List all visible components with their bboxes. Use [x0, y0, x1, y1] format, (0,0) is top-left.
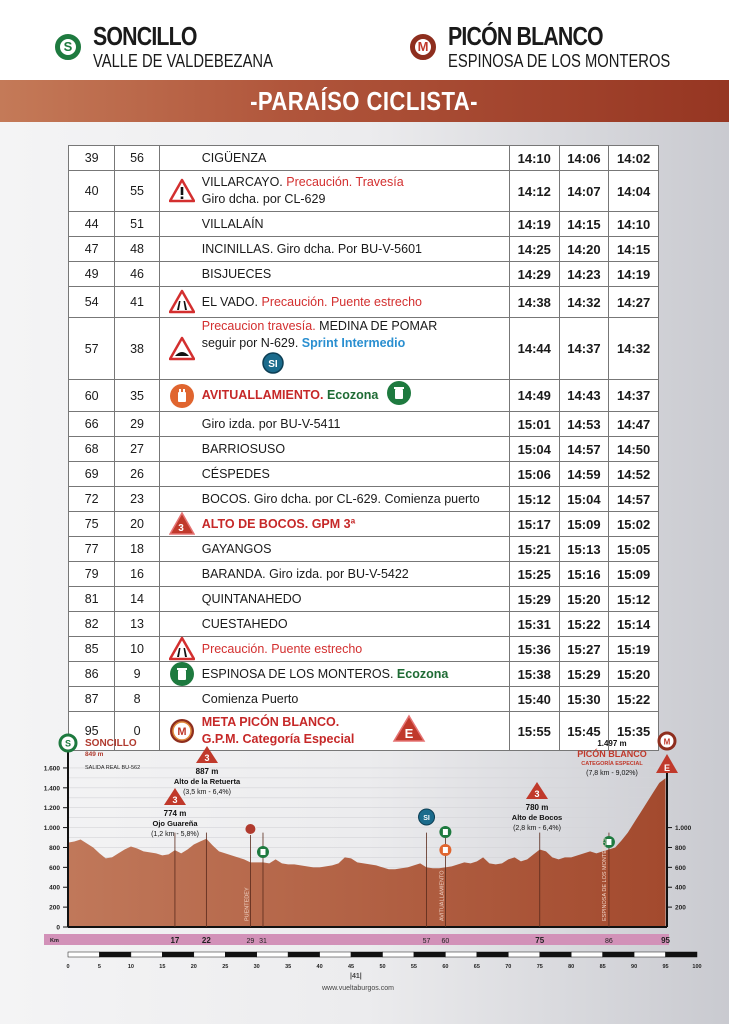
time-cell: 15:06 [509, 462, 559, 487]
description-cell [159, 237, 509, 262]
km-remaining-cell: 0 [115, 712, 159, 751]
description-cell [159, 146, 509, 171]
title-banner [0, 80, 729, 122]
km-cell: 79 [69, 562, 115, 587]
description-text: Ecozona [396, 666, 449, 681]
finish-name: PICÓN BLANCO [577, 749, 647, 759]
time-cell: 14:12 [509, 171, 559, 212]
time-cell: 14:06 [559, 146, 609, 171]
description-text: Giro dcha. por CL-629 [201, 192, 326, 206]
km-cell: 82 [69, 612, 115, 637]
table-row [69, 437, 659, 462]
time-cell: 14:10 [609, 212, 659, 237]
table-row [69, 412, 659, 437]
km-cell: 77 [69, 537, 115, 562]
finish-detail: (7,8 km - 9,02%) [586, 770, 638, 777]
table-row [69, 262, 659, 287]
svg-text:E: E [405, 725, 414, 741]
description-text: Giro izda. por BU-V-5411 [201, 416, 341, 431]
finish-category: CATEGORÍA ESPECIAL [581, 761, 643, 767]
x-tick-label: 40 [316, 964, 323, 970]
finish-cat-letter: E [663, 763, 671, 773]
climb-altitude: 887 m [195, 767, 219, 776]
y-tick-label: 400 [49, 884, 60, 892]
scale-segment [414, 952, 445, 957]
profile-start-name: SONCILLO [85, 738, 137, 749]
table-row [69, 380, 659, 412]
x-tick-label: 65 [473, 964, 480, 970]
y-tick-label: 200 [675, 904, 686, 912]
description-text: Precaución. Travesía [286, 175, 404, 189]
description-text: CUESTAHEDO [201, 616, 288, 631]
km-cell: 47 [69, 237, 115, 262]
warning-icon [169, 178, 195, 204]
scale-segment [194, 952, 225, 957]
time-cell: 14:27 [609, 287, 659, 318]
table-row [69, 171, 659, 212]
climb-cat-label: 3 [534, 789, 540, 799]
time-cell: 15:29 [509, 587, 559, 612]
km-remaining-cell: 38 [115, 318, 159, 380]
table-row [69, 287, 659, 318]
finish-stage [410, 23, 719, 70]
description-text: AVITUALLAMIENTO. [201, 388, 327, 402]
page-number: |41| [350, 973, 362, 980]
finish-badge-icon: M [410, 34, 436, 60]
time-cell: 14:02 [609, 146, 659, 171]
description-text: INCINILLAS. Giro dcha. Por BU-V-5601 [201, 241, 422, 256]
y-tick-label: 1.600 [43, 765, 60, 773]
itinerary-table [68, 145, 659, 751]
description-text: VILLALAÍN [201, 216, 264, 231]
description-cell [159, 437, 509, 462]
description-cell [159, 462, 509, 487]
y-tick-label: 600 [675, 864, 686, 872]
km-label: 60 [441, 938, 450, 945]
description-text: BARRIOSUSO [201, 441, 286, 456]
description-cell [159, 412, 509, 437]
eco-zone-icon [169, 661, 195, 687]
description-text: Ecozona [326, 388, 379, 402]
description-text: VILLARCAYO. [201, 175, 287, 189]
description-text: CIGÜENZA [201, 150, 267, 165]
x-tick-label: 0 [66, 964, 70, 970]
x-tick-label: 50 [379, 964, 386, 970]
time-cell: 14:59 [559, 462, 609, 487]
eco-zone-glyph [260, 849, 265, 855]
scale-segment [508, 952, 539, 957]
x-tick-label: 70 [505, 964, 512, 970]
description-cell [159, 512, 509, 537]
y-tick-label: 800 [49, 844, 60, 852]
km-remaining-cell: 9 [115, 662, 159, 687]
km-cell: 66 [69, 412, 115, 437]
scale-segment [571, 952, 602, 957]
time-cell: 14:04 [609, 171, 659, 212]
x-tick-label: 95 [662, 964, 669, 970]
climb-name: Ojo Guareña [152, 819, 198, 828]
time-cell: 15:12 [509, 487, 559, 512]
km-cell: 49 [69, 262, 115, 287]
narrow-bridge-icon [169, 289, 195, 315]
km-remaining-cell: 8 [115, 687, 159, 712]
description-text: BISJUECES [201, 266, 272, 281]
time-cell: 15:36 [509, 637, 559, 662]
y-tick-label: 0 [56, 924, 60, 932]
time-cell: 15:12 [609, 587, 659, 612]
table-row [69, 662, 659, 687]
time-cell: 14:37 [609, 380, 659, 412]
table-row [69, 318, 659, 380]
scale-segment [540, 952, 571, 957]
svg-text:3: 3 [177, 523, 184, 534]
y-tick-label: 1.400 [43, 785, 60, 793]
time-cell: 14:47 [609, 412, 659, 437]
table-row [69, 612, 659, 637]
km-cell: 44 [69, 212, 115, 237]
narrow-bridge-icon [169, 636, 195, 662]
time-cell: 14:07 [559, 171, 609, 212]
x-tick-label: 30 [253, 964, 260, 970]
scale-segment [445, 952, 476, 957]
description-cell [159, 662, 509, 687]
climb-altitude: 780 m [525, 803, 549, 812]
feed-zone-icon [169, 383, 195, 409]
profile-start-note: SALIDA REAL BU-562 [85, 765, 141, 771]
description-cell [159, 637, 509, 662]
x-tick-label: 100 [692, 964, 702, 970]
km-label: 22 [201, 936, 211, 945]
table-row [69, 146, 659, 171]
scale-segment [225, 952, 256, 957]
time-cell: 15:04 [509, 437, 559, 462]
profile-start-alt: 849 m [85, 751, 104, 758]
km-cell: 69 [69, 462, 115, 487]
description-text: MEDINA DE POMAR [315, 319, 438, 333]
banner-text: -PARAÍSO CICLISTA- [250, 85, 479, 116]
eco-zone-icon [386, 380, 412, 411]
start-badge-letter: S [64, 738, 72, 749]
description-cell [159, 171, 509, 212]
time-cell: 15:20 [559, 587, 609, 612]
elevation-area [68, 778, 666, 927]
y-tick-label: 800 [675, 844, 686, 852]
start-name: SONCILLO [93, 21, 197, 51]
x-tick-label: 45 [347, 964, 355, 970]
table-row [69, 637, 659, 662]
x-tick-label: 90 [631, 964, 638, 970]
y-tick-label: 200 [49, 904, 60, 912]
description-cell [159, 612, 509, 637]
time-cell: 15:09 [559, 512, 609, 537]
km-cell: 54 [69, 287, 115, 318]
km-cell: 60 [69, 380, 115, 412]
km-remaining-cell: 48 [115, 237, 159, 262]
description-cell [159, 318, 509, 380]
x-tick-label: 60 [442, 964, 449, 970]
description-text: Precaucion travesía. [201, 319, 316, 333]
x-tick-label: 55 [410, 964, 418, 970]
km-label: 75 [535, 936, 545, 945]
description-text: Precaución. Puente estrecho [261, 294, 423, 309]
location-pin-icon [245, 824, 256, 835]
time-cell: 15:30 [559, 687, 609, 712]
km-remaining-cell: 55 [115, 171, 159, 212]
km-cell: 57 [69, 318, 115, 380]
time-cell: 15:29 [559, 662, 609, 687]
x-tick-label: 20 [190, 964, 197, 970]
time-cell: 14:37 [559, 318, 609, 380]
km-remaining-cell: 20 [115, 512, 159, 537]
time-cell: 14:52 [609, 462, 659, 487]
scale-segment [131, 952, 162, 957]
description-cell [159, 262, 509, 287]
description-cell [159, 487, 509, 512]
km-cell: 39 [69, 146, 115, 171]
x-tick-label: 75 [536, 964, 543, 970]
time-cell: 14:29 [509, 262, 559, 287]
km-bar [44, 934, 669, 945]
scale-segment [634, 952, 665, 957]
time-cell: 15:45 [559, 712, 609, 751]
time-cell: 15:13 [559, 537, 609, 562]
time-cell: 14:20 [559, 237, 609, 262]
km-label: 29 [246, 938, 255, 945]
scale-segment [383, 952, 414, 957]
table-row [69, 587, 659, 612]
time-cell: 15:31 [509, 612, 559, 637]
scale-segment [68, 952, 99, 957]
time-cell: 15:35 [609, 712, 659, 751]
km-remaining-cell: 10 [115, 637, 159, 662]
description-cell [159, 380, 509, 412]
time-cell: 14:38 [509, 287, 559, 318]
x-tick-label: 85 [599, 964, 606, 970]
time-cell: 15:05 [609, 537, 659, 562]
km-label: 95 [661, 936, 671, 945]
table-row [69, 562, 659, 587]
scale-segment [257, 952, 288, 957]
km-cell: 75 [69, 512, 115, 537]
scale-segment [320, 952, 351, 957]
time-cell: 14:19 [509, 212, 559, 237]
sprint-label: SI [423, 815, 430, 822]
y-tick-label: 1.000 [675, 825, 692, 833]
svg-text:M: M [177, 726, 187, 738]
description-text: Comienza Puerto [201, 691, 299, 706]
time-cell: 15:01 [509, 412, 559, 437]
km-cell: 81 [69, 587, 115, 612]
x-tick-label: 5 [97, 964, 101, 970]
km-label: 31 [259, 938, 267, 945]
km-cell: 40 [69, 171, 115, 212]
time-cell: 14:15 [609, 237, 659, 262]
table-row [69, 237, 659, 262]
scale-segment [666, 952, 697, 957]
description-text: CÉSPEDES [201, 466, 270, 481]
x-tick-label: 35 [285, 964, 292, 970]
scale-segment [288, 952, 319, 957]
climb-name: Alto de la Retuerta [173, 777, 241, 786]
km-cell: 85 [69, 637, 115, 662]
km-remaining-cell: 23 [115, 487, 159, 512]
climb-cat3-icon [169, 511, 195, 537]
km-remaining-cell: 41 [115, 287, 159, 318]
time-cell: 14:43 [559, 380, 609, 412]
time-cell: 15:22 [609, 687, 659, 712]
km-remaining-cell: 35 [115, 380, 159, 412]
time-cell: 15:20 [609, 662, 659, 687]
time-cell: 14:10 [509, 146, 559, 171]
finish-badge-letter: M [663, 737, 671, 747]
km-remaining-cell: 13 [115, 612, 159, 637]
scale-segment [351, 952, 382, 957]
table-row [69, 212, 659, 237]
finish-sub: ESPINOSA DE LOS MONTEROS [448, 51, 671, 71]
scale-segment [603, 952, 634, 957]
description-cell [159, 587, 509, 612]
description-text: ESPINOSA DE LOS MONTEROS. [201, 666, 397, 681]
climb-detail: (2,8 km - 6,4%) [513, 825, 561, 832]
y-tick-label: 600 [49, 864, 60, 872]
km-remaining-cell: 51 [115, 212, 159, 237]
time-cell: 14:49 [509, 380, 559, 412]
x-tick-label: 80 [568, 964, 575, 970]
x-tick-label: 10 [127, 964, 134, 970]
climb-cat-label: 3 [204, 753, 210, 763]
km-label: 17 [170, 936, 180, 945]
description-text: BOCOS. Giro dcha. por CL-629. Comienza puerto [201, 491, 480, 506]
time-cell: 15:04 [559, 487, 609, 512]
x-tick-label: 15 [159, 964, 166, 970]
km-remaining-cell: 27 [115, 437, 159, 462]
time-cell: 14:44 [509, 318, 559, 380]
time-cell: 15:22 [559, 612, 609, 637]
svg-text:SI: SI [268, 359, 278, 370]
description-text: G.P.M. Categoría Especial [201, 732, 355, 746]
km-label: 57 [422, 938, 431, 945]
description-text: META PICÓN BLANCO. [201, 715, 340, 729]
km-remaining-cell: 16 [115, 562, 159, 587]
description-text: GAYANGOS [201, 541, 272, 556]
km-cell: 95 [69, 712, 115, 751]
time-cell: 15:09 [609, 562, 659, 587]
km-remaining-cell: 14 [115, 587, 159, 612]
time-cell: 14:50 [609, 437, 659, 462]
km-remaining-cell: 26 [115, 462, 159, 487]
description-text: ALTO DE BOCOS. GPM 3ª [201, 516, 356, 531]
table-row [69, 487, 659, 512]
time-cell: 14:23 [559, 262, 609, 287]
x-tick-label: 25 [222, 964, 229, 970]
eco-zone-glyph [443, 829, 448, 835]
time-cell: 14:15 [559, 212, 609, 237]
y-tick-label: 1.000 [43, 825, 60, 833]
km-cell: 72 [69, 487, 115, 512]
marker-label: AVITUALLAMIENTO [439, 870, 446, 921]
time-cell: 14:25 [509, 237, 559, 262]
time-cell: 15:16 [559, 562, 609, 587]
description-cell [159, 562, 509, 587]
time-cell: 14:57 [559, 437, 609, 462]
time-cell: 15:21 [509, 537, 559, 562]
km-label: 86 [605, 938, 613, 945]
time-cell: 15:27 [559, 637, 609, 662]
description-cell [159, 212, 509, 237]
description-text: EL VADO. [201, 294, 262, 309]
marker-label: ESPINOSA DE LOS MONTEROS [601, 838, 608, 921]
km-cell: 68 [69, 437, 115, 462]
scale-segment [99, 952, 130, 957]
km-remaining-cell: 46 [115, 262, 159, 287]
time-cell: 15:55 [509, 712, 559, 751]
km-cell: 86 [69, 662, 115, 687]
description-text: BARANDA. Giro izda. por BU-V-5422 [201, 566, 409, 581]
description-cell [159, 687, 509, 712]
time-cell: 15:38 [509, 662, 559, 687]
finish-name: PICÓN BLANCO [448, 21, 603, 51]
website-url: www.vueltaburgos.com [322, 985, 394, 992]
scale-segment [162, 952, 193, 957]
feed-zone-glyph [443, 847, 448, 853]
y-tick-label: 400 [675, 884, 686, 892]
table-row [69, 537, 659, 562]
time-cell: 15:17 [509, 512, 559, 537]
time-cell: 15:25 [509, 562, 559, 587]
description-cell [159, 287, 509, 318]
time-cell: 14:57 [609, 487, 659, 512]
time-cell: 14:19 [609, 262, 659, 287]
description-text: Sprint Intermedio [301, 336, 406, 350]
climb-altitude: 774 m [163, 809, 187, 818]
scale-segment [477, 952, 508, 957]
time-cell: 14:32 [609, 318, 659, 380]
climb-cat-label: 3 [172, 795, 178, 805]
description-text: Precaución. Puente estrecho [201, 641, 363, 656]
km-bar-label: Km [50, 938, 59, 944]
km-remaining-cell: 18 [115, 537, 159, 562]
description-text: QUINTANAHEDO [201, 591, 302, 606]
time-cell: 14:53 [559, 412, 609, 437]
finish-altitude: 1.497 m [597, 739, 627, 748]
speed-bump-icon [169, 336, 195, 362]
time-cell: 15:02 [609, 512, 659, 537]
climb-name: Alto de Bocos [511, 813, 563, 822]
table-row [69, 687, 659, 712]
marker-label: PUENTEDEY [244, 887, 251, 921]
table-row [69, 462, 659, 487]
time-cell: 14:32 [559, 287, 609, 318]
time-cell: 15:14 [609, 612, 659, 637]
km-remaining-cell: 29 [115, 412, 159, 437]
y-tick-label: 1.200 [43, 805, 60, 813]
climb-detail: (3,5 km - 6,4%) [183, 789, 231, 796]
km-remaining-cell: 56 [115, 146, 159, 171]
description-text: seguir por N-629. [201, 336, 302, 350]
table-row [69, 512, 659, 537]
start-stage [55, 23, 312, 70]
time-cell: 15:40 [509, 687, 559, 712]
time-cell: 15:19 [609, 637, 659, 662]
km-cell: 87 [69, 687, 115, 712]
climb-detail: (1,2 km - 5,8%) [151, 831, 199, 838]
start-badge-icon: S [55, 34, 81, 60]
elevation-profile-chart [0, 725, 729, 1024]
description-cell [159, 537, 509, 562]
start-sub: VALLE DE VALDEBEZANA [93, 51, 273, 71]
sprint-intermediate-icon [262, 352, 284, 379]
